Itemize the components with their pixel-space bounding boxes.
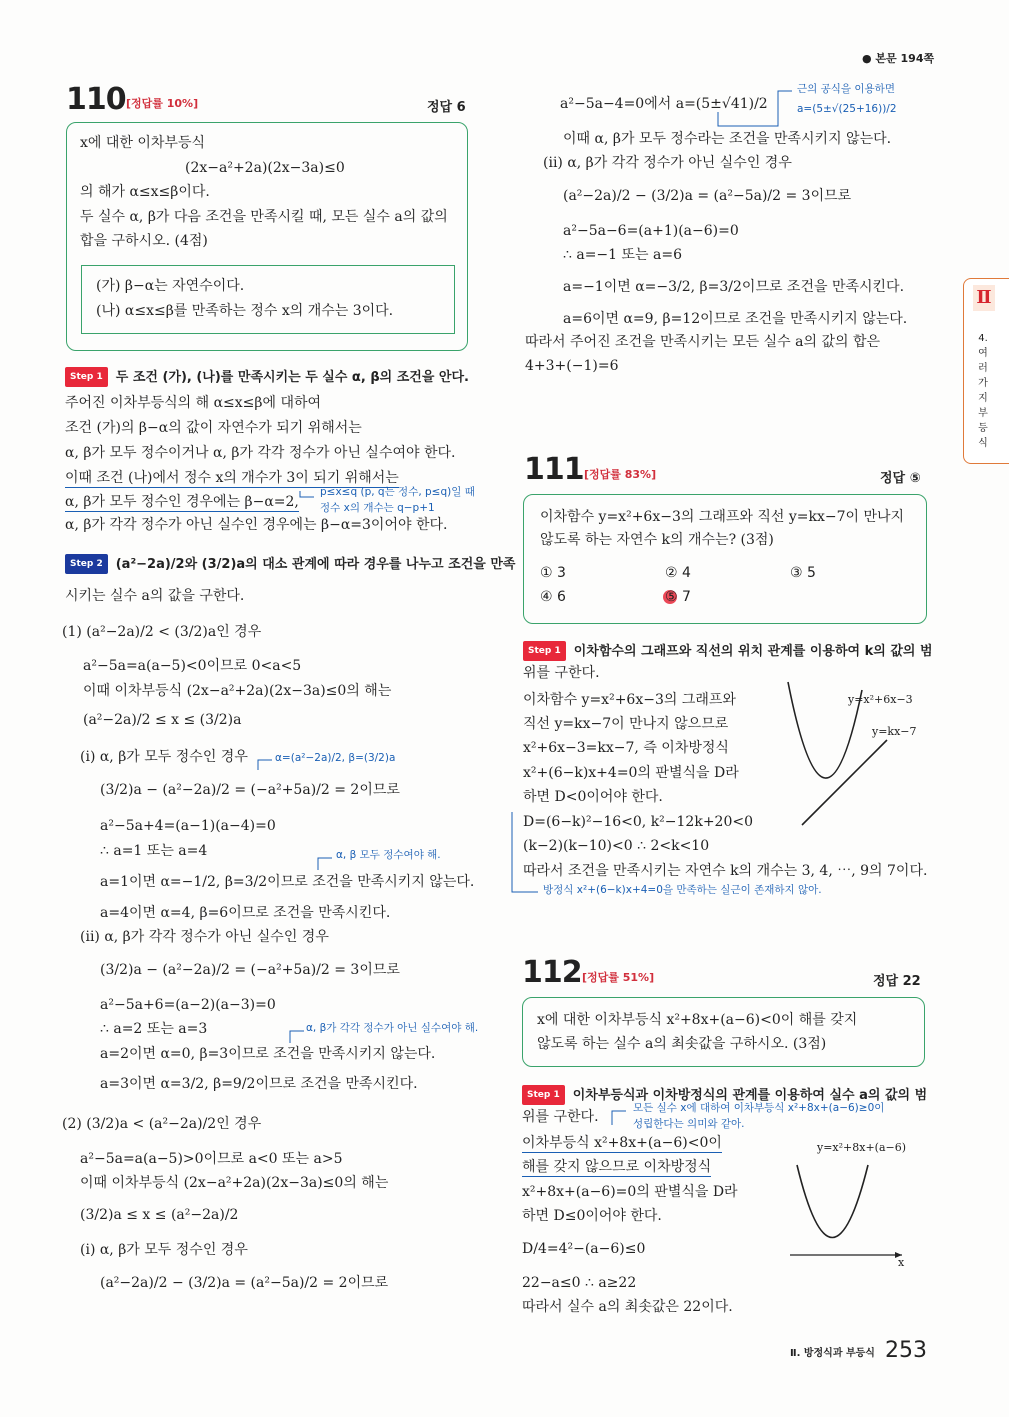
margin-note: 성립한다는 의미와 같아. [633,1118,745,1130]
solution-line: (3/2)a − (a²−2a)/2 = (−a²+5a)/2 = 2이므로 [100,782,400,798]
reference-page: ● 본문 194쪽 [862,52,935,65]
solution-line: 위를 구한다. [522,1109,599,1125]
solution-line: α, β가 각각 정수가 아닌 실수인 경우에는 β−α=3이어야 한다. [65,517,448,533]
solution-line: a=3이면 α=3/2, β=9/2이므로 조건을 만족시킨다. [100,1076,418,1092]
margin-note: α=(a²−2a)/2, β=(3/2)a [275,752,396,764]
solution-line: a=2이면 α=0, β=3이므로 조건을 만족시키지 않는다. [100,1046,436,1062]
solution-line: 이때 α, β가 모두 정수라는 조건을 만족시키지 않는다. [563,131,892,147]
margin-note: α, β 모두 정수여야 해. [336,849,441,861]
solution-line: 시키는 실수 a의 값을 구한다. [65,588,245,604]
correct-rate: [정답률 83%] [584,468,657,481]
correct-rate: [정답률 51%] [582,971,655,984]
margin-note: 방정식 x²+(6−k)x+4=0을 만족하는 실근이 존재하지 않아. [543,884,822,896]
step-title: 이차부등식과 이차방정식의 관계를 이용하여 실수 a의 값의 범 [572,1088,928,1103]
step-title: 두 조건 (가), (나)를 만족시키는 두 실수 α, β의 조건을 안다. [115,370,469,385]
solution-line: 따라서 조건을 만족시키는 자연수 k의 개수는 3, 4, ⋯, 9의 7이다. [523,863,928,879]
solution-line: (2) (3/2)a < (a²−2a)/2인 경우 [62,1116,262,1132]
solution-line: a=4이면 α=4, β=6이므로 조건을 만족시킨다. [100,905,391,921]
solution-line: 하면 D≤0이어야 한다. [522,1208,662,1224]
step-badge: Step 2 [65,554,108,574]
note-arrow [318,858,332,870]
step-badge: Step 1 [65,367,108,387]
condition-item: (가) β−α는 자연수이다. [96,278,245,294]
solution-line: 22−a≤0 ∴ a≥22 [522,1275,637,1291]
solution-line: a²−5a+6=(a−2)(a−3)=0 [100,997,276,1013]
solution-line: (a²−2a)/2 ≤ x ≤ (3/2)a [83,712,242,728]
solution-line: a=6이면 α=9, β=12이므로 조건을 만족시키지 않는다. [563,311,908,327]
solution-line: 직선 y=kx−7이 만나지 않으므로 [523,716,729,732]
solution-line: (ii) α, β가 각각 정수가 아닌 실수인 경우 [80,929,329,945]
note-arrow [612,1111,626,1125]
solution-line: ∴ a=−1 또는 a=6 [563,247,683,263]
step-badge: Step 1 [523,641,566,661]
margin-note: α, β가 각각 정수가 아닌 실수여야 해. [306,1022,479,1034]
step-badge: Step 1 [522,1085,565,1105]
solution-line: (i) α, β가 모두 정수인 경우 [80,749,248,765]
solution-line: (3/2)a ≤ x ≤ (a²−2a)/2 [80,1207,239,1223]
answer: 정답 6 [427,100,466,115]
footer-chapter: Ⅱ. 방정식과 부등식 [790,1348,875,1359]
solution-line: x²+(6−k)x+4=0의 판별식을 D라 [523,765,739,781]
solution-line: (k−2)(k−10)<0 ∴ 2<k<10 [523,838,710,854]
chapter-roman: Ⅱ [973,285,995,311]
choice-option[interactable]: ⑤ 7 [665,589,691,605]
solution-line: 이차함수 y=x²+6x−3의 그래프와 [523,692,736,708]
solution-line: a²−5a=a(a−5)<0이므로 0<a<5 [83,658,302,674]
question-line: 않도록 하는 자연수 k의 개수는? (3점) [540,532,774,548]
answer: 정답 22 [873,974,921,989]
choice-option[interactable]: ③ 5 [790,565,816,581]
choice-option[interactable]: ① 3 [540,565,566,581]
graph-label: y=x²+8x+(a−6) [817,1141,907,1154]
solution-line: 이때 이차부등식 (2x−a²+2a)(2x−3a)≤0의 해는 [80,1175,389,1191]
note-arrow [300,491,314,497]
solution-line: 하면 D<0이어야 한다. [523,789,663,805]
graph-label: y=kx−7 [872,725,917,738]
solution-line: x²+6x−3=kx−7, 즉 이차방정식 [523,740,729,756]
solution-line: 위를 구한다. [523,665,600,681]
solution-line: 따라서 주어진 조건을 만족시키는 모든 실수 a의 값의 합은 [525,334,880,350]
chapter-title: 4.여러가지부등식 [978,333,988,449]
solution-line: α, β가 모두 정수인 경우에는 β−α=2, [65,494,299,510]
question-line: (2x−a²+2a)(2x−3a)≤0 [185,160,345,176]
solution-line: ∴ a=1 또는 a=4 [100,843,208,859]
note-arrow [290,1031,304,1043]
solution-line: (1) (a²−2a)/2 < (3/2)a인 경우 [62,624,262,640]
choice-option[interactable]: ④ 6 [540,589,566,605]
solution-line: (a²−2a)/2 − (3/2)a = (a²−5a)/2 = 3이므로 [563,188,852,204]
solution-line: a²−5a=a(a−5)>0이므로 a<0 또는 a>5 [80,1151,343,1167]
question-line: 않도록 하는 실수 a의 최솟값을 구하시오. (3점) [537,1036,827,1052]
solution-line: a²−5a+4=(a−1)(a−4)=0 [100,818,276,834]
solution-line: a=1이면 α=−1/2, β=3/2이므로 조건을 만족시키지 않는다. [100,874,475,890]
solution-line: x²+8x+(a−6)=0의 판별식을 D라 [522,1184,738,1200]
solution-line: 이때 이차부등식 (2x−a²+2a)(2x−3a)≤0의 해는 [83,683,392,699]
solution-line: D=(6−k)²−16<0, k²−12k+20<0 [523,814,754,830]
solution-line: a²−5a−6=(a+1)(a−6)=0 [563,223,739,239]
question-line: x에 대한 이차부등식 [80,135,205,151]
choice-option[interactable]: ② 4 [665,565,691,581]
page-number: 253 [885,1338,927,1363]
question-line: 의 해가 α≤x≤β이다. [80,184,210,200]
solution-line: 이차부등식 x²+8x+(a−6)<0이 [522,1135,722,1151]
solution-line: D/4=4²−(a−6)≤0 [522,1241,646,1257]
solution-line: 이때 조건 (나)에서 정수 x의 개수가 3이 되기 위해서는 [65,470,399,486]
solution-line: (i) α, β가 모두 정수인 경우 [80,1242,248,1258]
margin-note: 모든 실수 x에 대하여 이차부등식 x²+8x+(a−6)≥0이 [633,1102,885,1114]
parabola-112 [797,1165,868,1238]
step-heading [65,554,515,574]
step-title: (a²−2a)/2와 (3/2)a의 대소 관계에 따라 경우를 나누고 조건을 만족 [115,557,516,572]
step-heading [65,367,469,387]
solution-line: 조건 (가)의 β−α의 값이 자연수가 되기 위해서는 [65,420,362,436]
question-line: 합을 구하시오. (4점) [80,233,208,249]
margin-note: a=(5±√(25+16))/2 [797,103,897,115]
graph-label: x [898,1256,905,1269]
solution-line: (3/2)a − (a²−2a)/2 = (−a²+5a)/2 = 3이므로 [100,962,400,978]
answer: 정답 ⑤ [880,471,921,486]
solution-line: 4+3+(−1)=6 [525,358,619,374]
note-arrow [258,760,272,770]
problem-number: 110 [66,82,126,117]
solution-line: 해를 갖지 않으므로 이차방정식 [522,1159,712,1175]
solution-line: a=−1이면 α=−3/2, β=3/2이므로 조건을 만족시킨다. [563,279,905,295]
graph-label: y=x²+6x−3 [848,693,913,706]
solution-line: 주어진 이차부등식의 해 α≤x≤β에 대하여 [65,395,322,411]
problem-number: 111 [524,452,584,487]
margin-note: 정수 x의 개수는 q−p+1 [320,502,435,514]
condition-item: (나) α≤x≤β를 만족하는 정수 x의 개수는 3이다. [96,303,394,319]
solution-line: ∴ a=2 또는 a=3 [100,1021,208,1037]
solution-line: (a²−2a)/2 − (3/2)a = (a²−5a)/2 = 2이므로 [100,1275,389,1291]
problem-number: 112 [522,955,582,990]
margin-note: p≤x≤q (p, q는 정수, p≤q)일 때 [320,486,475,498]
correct-rate: [정답률 10%] [126,97,199,110]
step-title: 이차함수의 그래프와 직선의 위치 관계를 이용하여 k의 값의 범 [573,644,933,659]
solution-line: a²−5a−4=0에서 a=(5±√41)/2 [560,96,768,112]
margin-note: 근의 공식을 이용하면 [797,83,895,95]
question-line: 이차함수 y=x²+6x−3의 그래프와 직선 y=kx−7이 만나지 [540,509,905,525]
solution-line: α, β가 모두 정수이거나 α, β가 각각 정수가 아닌 실수여야 한다. [65,445,456,461]
step-heading [523,641,933,661]
question-line: x에 대한 이차부등식 x²+8x+(a−6)<0이 해를 갖지 [537,1012,858,1028]
question-line: 두 실수 α, β가 다음 조건을 만족시킬 때, 모든 실수 a의 값의 [80,209,448,225]
solution-line: (ii) α, β가 각각 정수가 아닌 실수인 경우 [543,155,792,171]
chapter-side-tab[interactable] [963,278,1009,464]
solution-line: 따라서 실수 a의 최솟값은 22이다. [522,1299,733,1315]
